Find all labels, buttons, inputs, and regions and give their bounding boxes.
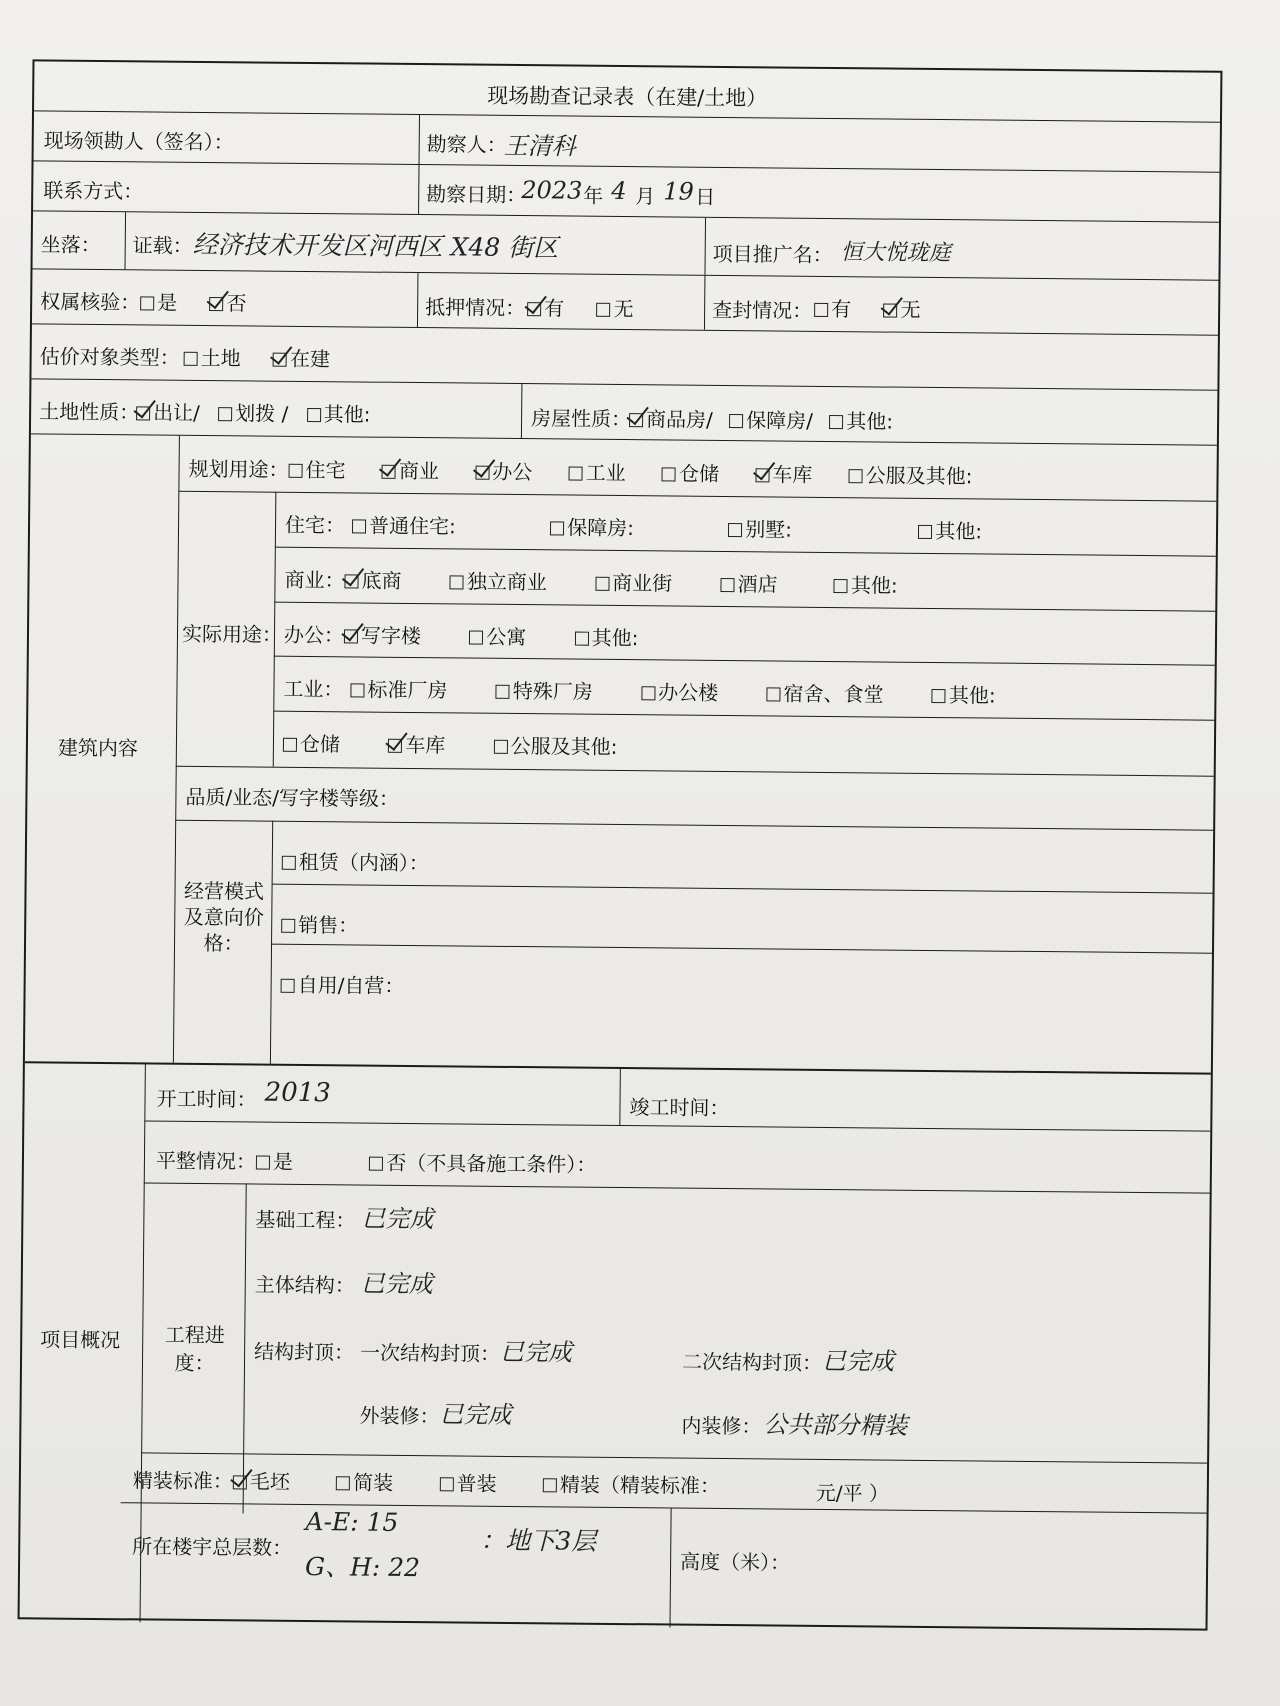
form-title: 现场勘查记录表（在建/土地） — [487, 83, 768, 111]
checkbox-icon — [469, 631, 483, 645]
leveling-yes[interactable]: 是 — [256, 1150, 293, 1174]
checkbox-icon — [849, 469, 863, 483]
contact-label: 联系方式： — [43, 178, 144, 204]
checkbox-icon — [595, 577, 609, 591]
checkbox-icon — [834, 579, 848, 593]
checkbox-icon — [281, 919, 295, 933]
com-hotel[interactable]: 酒店 — [720, 572, 777, 597]
mortgage-no[interactable]: 无 — [596, 297, 633, 321]
land-nature-row — [31, 379, 1217, 445]
floors-value-1: A-E: 15 — [305, 1507, 399, 1537]
checkbox-icon — [352, 519, 366, 533]
planning-office[interactable]: 办公 — [475, 460, 532, 485]
finish-simple[interactable]: 简装 — [336, 1470, 393, 1495]
checkbox-icon — [350, 683, 364, 697]
cert-label: 证载： — [132, 233, 193, 258]
checked-box-icon — [382, 465, 396, 479]
date-month: 4 — [611, 176, 627, 206]
ind-other[interactable]: 其他: — [932, 683, 996, 708]
checkbox-icon — [766, 687, 780, 701]
self-use-option[interactable]: 自用/自营： — [281, 969, 405, 999]
res-villa[interactable]: 别墅: — [728, 517, 792, 542]
date-year-unit: 年 — [583, 183, 604, 208]
roof1-label: 一次结构封顶： — [360, 1340, 501, 1366]
checked-box-icon — [209, 297, 223, 311]
seal-no[interactable]: 无 — [883, 298, 920, 322]
residential-options — [352, 509, 1008, 544]
house-nature-options — [629, 403, 919, 435]
checkbox-icon — [575, 632, 589, 646]
foundation-value: 已完成 — [361, 1204, 434, 1234]
checkbox-icon — [282, 856, 296, 870]
price-unit: 元/平 ） — [815, 1480, 890, 1506]
checked-box-icon — [273, 353, 287, 367]
lead-surveyor-label: 现场领勘人（签名）： — [43, 128, 234, 155]
land-nature-options — [136, 396, 397, 427]
object-land[interactable]: 土地 — [184, 346, 241, 371]
com-other[interactable]: 其他: — [834, 573, 898, 598]
planning-storage[interactable]: 仓储 — [662, 461, 719, 486]
planning-public[interactable]: 公服及其他: — [849, 463, 973, 488]
planning-options — [288, 454, 998, 490]
house-nature-label: 房屋性质： — [530, 406, 632, 432]
floors-value-3: ：地下3层 — [480, 1525, 597, 1556]
planning-commercial[interactable]: 商业 — [382, 459, 439, 484]
house-affordable[interactable]: 保障房/ — [729, 408, 813, 433]
other-usage-options — [283, 728, 644, 760]
seal-options — [814, 293, 947, 323]
surveyor-label: 勘察人： — [426, 132, 507, 157]
date-year: 2023 — [521, 176, 583, 205]
ind-special[interactable]: 特殊厂房 — [496, 679, 593, 704]
com-independent[interactable]: 独立商业 — [450, 569, 547, 594]
date-day: 19 — [663, 177, 694, 206]
date-day-unit: 日 — [695, 184, 716, 209]
floors-value-2: G、H: 22 — [304, 1552, 421, 1583]
date-label: 勘察日期： — [426, 182, 527, 208]
lease-option[interactable]: 租赁（内涵）： — [282, 846, 429, 876]
finish-label: 竣工时间： — [629, 1095, 730, 1121]
leveling-no[interactable]: 否（不具备施工条件）： — [369, 1151, 596, 1177]
finish-fine[interactable]: 精装（精装标准： — [543, 1472, 720, 1498]
office-label: 办公： — [283, 622, 345, 648]
mortgage-options — [527, 292, 660, 322]
checkbox-icon — [307, 408, 321, 422]
other-public[interactable]: 公服及其他: — [494, 734, 618, 759]
office-apartment[interactable]: 公寓 — [469, 625, 526, 650]
house-other[interactable]: 其他: — [829, 409, 893, 434]
object-type-label: 估价对象类型： — [39, 344, 180, 370]
roof2-label: 二次结构封顶： — [681, 1349, 823, 1375]
checkbox-icon — [641, 686, 655, 700]
checked-box-icon — [475, 466, 489, 480]
checkbox-icon — [932, 689, 946, 703]
checkbox-icon — [494, 740, 508, 754]
ownership-label: 权属核验： — [40, 289, 141, 315]
checkbox-icon — [256, 1156, 270, 1170]
promo-value: 恒大悦珑庭 — [840, 240, 951, 267]
checkbox-icon — [283, 738, 297, 752]
roof1-value: 已完成 — [499, 1337, 573, 1367]
checked-box-icon — [755, 468, 769, 482]
checkbox-icon — [450, 575, 464, 589]
finish-ordinary[interactable]: 普装 — [439, 1471, 496, 1496]
checked-box-icon — [629, 413, 643, 427]
ind-office[interactable]: 办公楼 — [641, 680, 718, 705]
date-month-unit: 月 — [635, 184, 656, 209]
object-type-options — [184, 342, 357, 373]
facade-label: 外装修： — [359, 1403, 440, 1429]
checkbox-icon — [543, 1478, 557, 1492]
checked-box-icon — [883, 304, 897, 318]
planning-garage[interactable]: 车库 — [755, 462, 812, 487]
checkbox-icon — [369, 1157, 383, 1171]
roof-label: 结构封顶： — [254, 1339, 355, 1365]
checkbox-icon — [336, 1476, 350, 1490]
planning-label: 规划用途： — [188, 456, 289, 482]
finish-std-label: 精装标准： — [132, 1468, 233, 1494]
finish-raw[interactable]: 毛坯 — [233, 1469, 290, 1494]
checkbox-icon — [829, 415, 843, 429]
planning-industrial[interactable]: 工业 — [569, 460, 626, 485]
other-storage[interactable]: 仓储 — [283, 732, 340, 757]
main-structure-value: 已完成 — [360, 1269, 433, 1299]
land-other[interactable]: 其他: — [307, 402, 371, 427]
business-model-label: 经营模式及意向价格： — [183, 878, 265, 956]
checkbox-icon — [569, 466, 583, 480]
ind-dorm[interactable]: 宿舍、食堂 — [766, 681, 883, 706]
project-section-label: 项目概况 — [40, 1327, 121, 1353]
height-label: 高度（米）： — [680, 1549, 791, 1575]
checkbox-icon — [289, 464, 303, 478]
commercial-label: 商业： — [284, 567, 345, 593]
house-commercial[interactable]: 商品房/ — [629, 407, 713, 432]
ind-standard[interactable]: 标准厂房 — [350, 677, 447, 702]
interior-label: 内装修： — [681, 1413, 762, 1439]
survey-form — [18, 59, 1223, 1630]
checked-box-icon — [136, 406, 150, 420]
mortgage-label: 抵押情况： — [425, 295, 526, 321]
interior-value: 公共部分精装 — [763, 1410, 908, 1440]
actual-usage-label: 实际用途： — [181, 621, 283, 647]
facade-value: 已完成 — [439, 1400, 512, 1429]
promo-label: 项目推广名： — [712, 241, 833, 268]
checkbox-icon — [729, 414, 743, 428]
com-shop[interactable]: 底商 — [344, 568, 401, 593]
object-construction[interactable]: 在建 — [273, 347, 330, 372]
com-street[interactable]: 商业街 — [595, 571, 672, 596]
checkbox-icon — [662, 467, 676, 481]
checkbox-icon — [728, 523, 742, 537]
checkbox-icon — [140, 296, 154, 310]
industrial-options — [350, 673, 1021, 708]
ownership-no[interactable]: 否 — [209, 291, 246, 315]
res-affordable[interactable]: 保障房: — [550, 515, 634, 540]
residential-label: 住宅： — [284, 512, 346, 538]
checkbox-icon — [281, 979, 295, 993]
checkbox-icon — [218, 407, 232, 421]
other-garage[interactable]: 车库 — [388, 733, 445, 758]
office-tower[interactable]: 写字楼 — [344, 623, 421, 648]
checkbox-icon — [184, 352, 198, 366]
land-allocation[interactable]: 划拨 / — [218, 401, 288, 426]
leveling-options — [256, 1146, 623, 1179]
surveyor-signature: 王清科 — [503, 131, 576, 161]
seal-yes[interactable]: 有 — [814, 297, 851, 321]
checkbox-icon — [440, 1477, 454, 1491]
land-nature-label: 土地性质： — [39, 399, 140, 425]
building-section-label: 建筑内容 — [57, 735, 139, 761]
checkbox-icon — [496, 685, 510, 699]
floors-label: 所在楼宇总层数： — [132, 1534, 293, 1560]
checkbox-icon — [918, 525, 932, 539]
commercial-options — [344, 564, 923, 599]
land-transfer[interactable]: 出让/ — [136, 400, 200, 425]
res-ordinary[interactable]: 普通住宅: — [352, 513, 456, 538]
checked-box-icon — [344, 629, 358, 643]
checkbox-icon — [596, 303, 610, 317]
planning-residential[interactable]: 住宅 — [288, 458, 345, 483]
checkbox-icon — [721, 578, 735, 592]
cert-value: 经济技术开发区河西区 X48 街区 — [192, 229, 559, 263]
checkbox-icon — [814, 303, 828, 317]
finish-std-options — [233, 1465, 746, 1499]
location-label: 坐落： — [40, 232, 101, 257]
sale-option[interactable]: 销售： — [281, 909, 358, 939]
foundation-label: 基础工程： — [255, 1207, 356, 1233]
ownership-options — [140, 286, 273, 316]
checkbox-icon — [550, 521, 564, 535]
industrial-label: 工业： — [283, 676, 344, 702]
leveling-label: 平整情况： — [155, 1148, 257, 1174]
checked-box-icon — [344, 574, 358, 588]
checked-box-icon — [388, 739, 402, 753]
start-label: 开工时间： — [156, 1086, 257, 1112]
main-structure-label: 主体结构： — [254, 1272, 355, 1298]
checked-box-icon — [527, 302, 541, 316]
office-options — [344, 619, 665, 651]
seal-label: 查封情况： — [712, 297, 813, 323]
ownership-yes[interactable]: 是 — [140, 290, 177, 314]
office-other[interactable]: 其他: — [575, 626, 639, 651]
start-value: 2013 — [264, 1077, 331, 1109]
progress-label: 工程进度： — [164, 1322, 225, 1376]
roof2-value: 已完成 — [821, 1346, 895, 1376]
quality-label: 品质/业态/写字楼等级： — [185, 784, 400, 811]
checked-box-icon — [233, 1475, 247, 1489]
res-other[interactable]: 其他: — [918, 519, 982, 544]
mortgage-yes[interactable]: 有 — [527, 296, 564, 320]
